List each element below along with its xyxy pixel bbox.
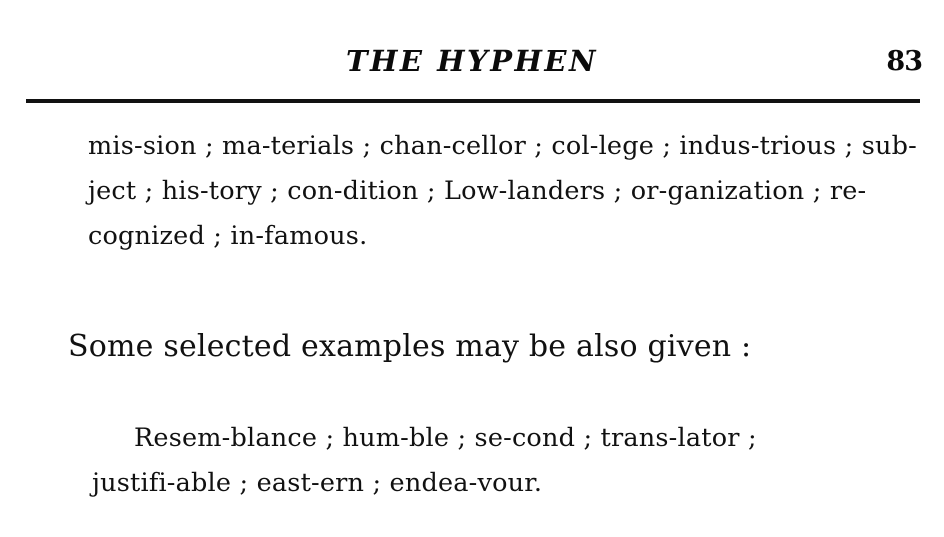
section-heading-block: [68, 325, 924, 369]
examples-line-2: justifi-able ; east-ern ; endea-vour.: [92, 468, 543, 498]
page-header: [0, 44, 944, 88]
section-heading: Some selected examples may be also given :: [68, 329, 752, 364]
header-rule-divider: [26, 99, 920, 103]
running-title: THE HYPHEN: [345, 44, 599, 78]
paragraph-hyphenated-words: mis-sion ; ma-terials ; chan-cellor ; col-lege ; indus-trious ; sub-ject ; his-tory ; con-dition ; Low-landers ; or-ganization ; re-cognized ; in-famous.: [88, 131, 917, 251]
examples-block: [92, 416, 924, 506]
page-number: 83: [886, 46, 922, 77]
examples-line-1: Resem-blance ; hum-ble ; se-cond ; trans-lator ;: [134, 423, 757, 453]
body-text-block: [88, 124, 924, 259]
